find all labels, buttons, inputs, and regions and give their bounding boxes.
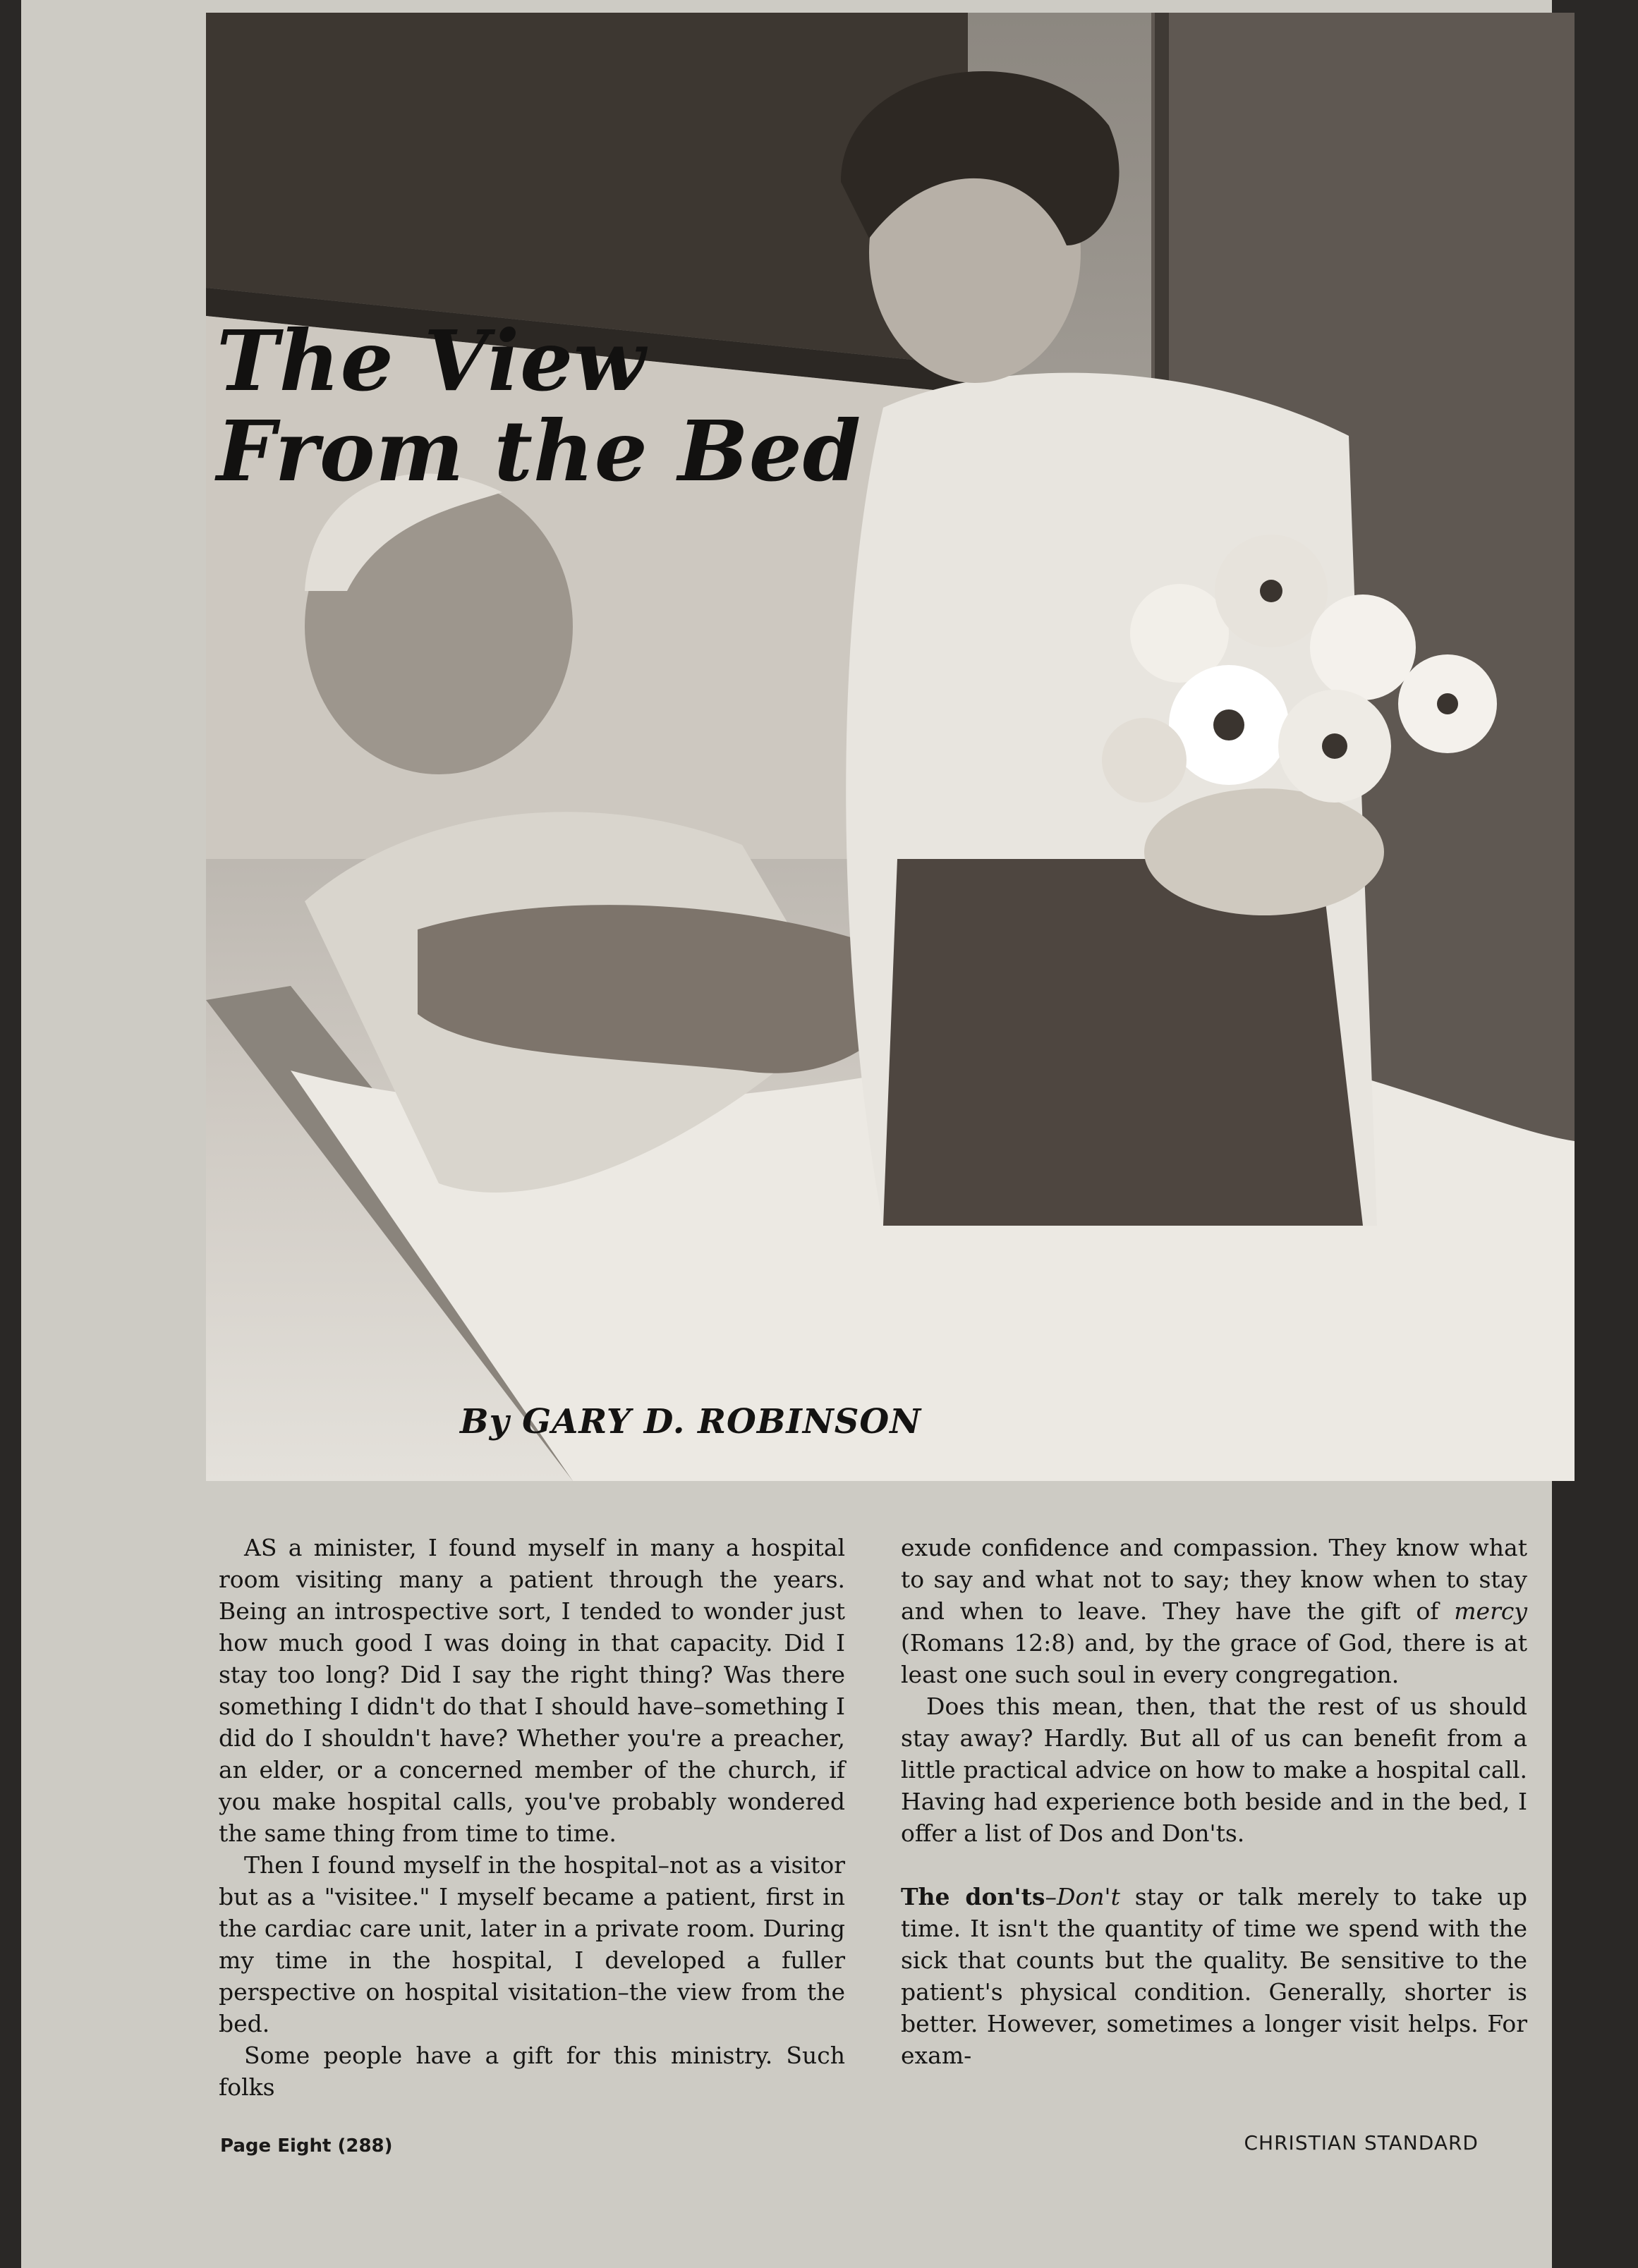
paragraph: AS a minister, I found myself in many a hospital room visiting many a patient through the years. Being an introspective sort, I tended to wonder just how much good I was doing in that capacity. Did I stay too long? Did I say the right thing? Was there something I didn't do that I should have–something I did do I shouldn't have? Whether you're a preacher, an elder, or a concerned member of the church, if you make hospital calls, you've probably wondered the same thing from time to time. [219,1534,845,1847]
emphasis-text: mercy [1454,1597,1527,1625]
section-paragraph [901,1881,1527,2071]
paragraph: Some people have a gift for this ministry. Such folks [219,2042,845,2101]
title-line-2: From the Bed [217,402,862,500]
photo-illustration [206,13,1575,1481]
body-column-right [901,1532,1527,2071]
byline: By GARY D. ROBINSON [460,1402,922,1441]
text-run: exude confidence and compassion. They know what to say and what not to say; they know when to stay and when to leave. They have the gift of [901,1534,1527,1625]
dash: – [1045,1883,1057,1910]
flower-basket [1144,788,1384,915]
visitor-skirt [883,859,1363,1226]
emphasis-text: Don't [1056,1883,1120,1910]
hospital-visit-photo [206,13,1575,1481]
magazine-page [21,0,1552,2268]
text-run: (Romans 12:8) and, by the grace of God, there is at least one such soul in every congregation. [901,1629,1527,1688]
publication-name: CHRISTIAN STANDARD [1244,2131,1479,2154]
paragraph [901,1532,1527,1690]
text-run: stay or talk merely to take up time. It isn't the quantity of time we spend with the sick that counts but the quality. Be sensitive to the patient's physical condition. Generally, shorter is better. However, sometimes a longer visit helps. For exam- [901,1883,1527,2069]
article-title [217,312,862,500]
paragraph: Then I found myself in the hospital–not as a visitor but as a "visitee." I myself became a patient, first in the cardiac care unit, later in a private room. During my time in the hospital, I developed a fuller perspective on hospital visitation–the view from the bed. [219,1851,845,2037]
section-heading: The don'ts [901,1883,1045,1910]
paragraph: Does this mean, then, that the rest of us should stay away? Hardly. But all of us can benefit from a little practical advice on how to make a hospital call. Having had experience both beside and in the bed, I offer a list of Dos and Don'ts. [901,1693,1527,1847]
title-line-1: The View [217,312,646,410]
page-number: Page Eight (288) [220,2135,393,2157]
body-column-left [219,1532,845,2103]
